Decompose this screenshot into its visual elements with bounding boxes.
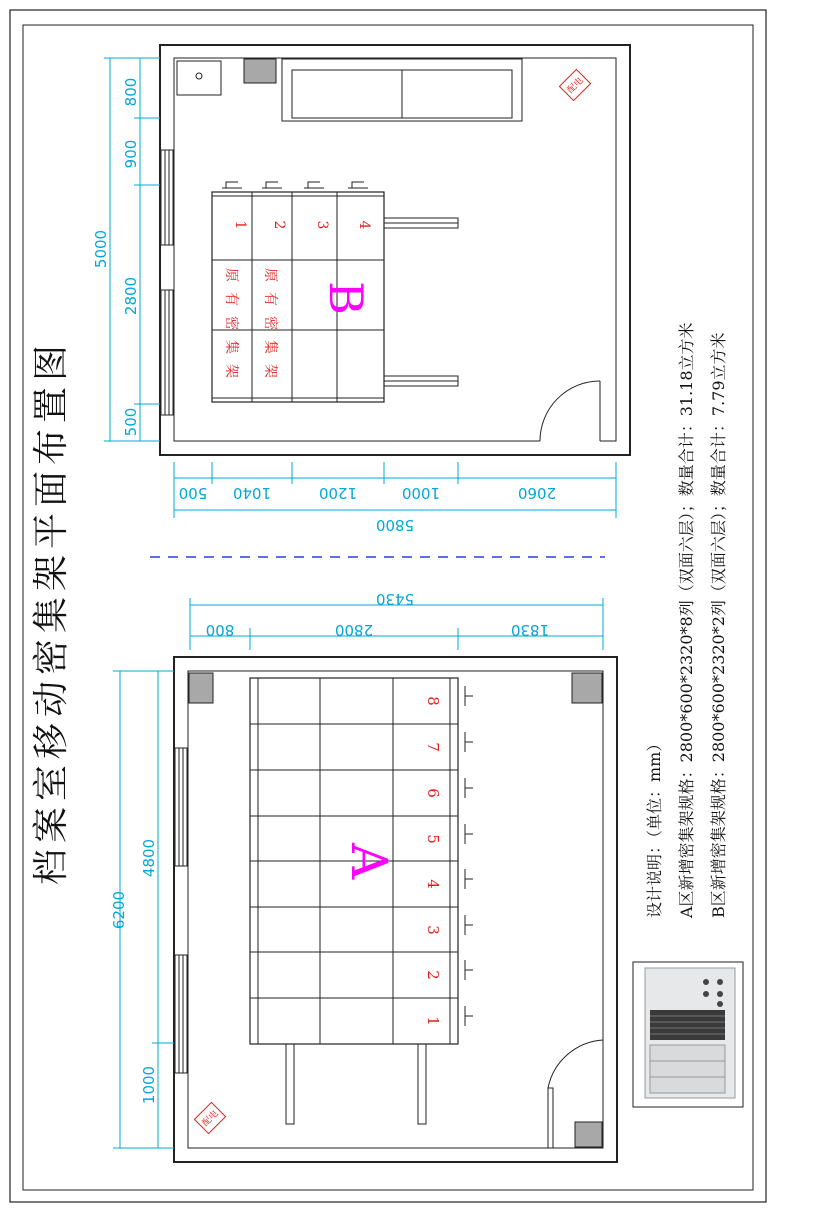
zone-a-col-1: 1 (424, 1016, 442, 1026)
zone-b-col-3: 3 (314, 220, 330, 230)
dim-b-bot-1200: 1200 (318, 484, 358, 502)
dim-b-800: 800 (122, 77, 140, 107)
dim-a-top-1830: 1830 (510, 621, 550, 639)
dim-b-500: 500 (122, 407, 140, 437)
notes-line-1: 设计说明：（单位：mm） (645, 735, 664, 918)
zone-b-existing-2: 原有密集架 (262, 268, 278, 388)
zone-b-col-2: 2 (271, 220, 287, 230)
stamp-a (194, 1102, 225, 1133)
zone-b-col-4: 4 (356, 220, 372, 230)
zone-a-room (174, 657, 617, 1162)
dim-a-total: 6200 (110, 890, 128, 930)
dim-a-4800: 4800 (140, 838, 158, 878)
dim-a-top-total: 5430 (375, 590, 415, 608)
dim-a-top-800: 800 (205, 621, 235, 639)
product-photo (633, 962, 743, 1107)
zone-b-col-1: 1 (232, 220, 248, 230)
svg-text:配电: 配电 (565, 75, 586, 96)
zone-a-col-7: 7 (424, 742, 442, 752)
sink-icon (177, 61, 221, 95)
zone-b-dims-left (104, 58, 160, 441)
zone-a-col-4: 4 (424, 879, 442, 889)
notes-line-3: B区新增密集架规格：2800*600*2320*2列（双面六层）；数量合计：7.79立方米 (709, 332, 728, 918)
page-title: 档案室移动密集架平面布置图 (31, 338, 72, 886)
dim-b-bot-500: 500 (178, 484, 208, 502)
zone-a-col-6: 6 (424, 788, 442, 798)
zone-a-col-2: 2 (424, 970, 442, 980)
dim-b-bot-1000: 1000 (401, 484, 441, 502)
dim-b-900: 900 (122, 139, 140, 169)
zone-b-label: B (319, 281, 373, 315)
notes-line-2: A区新增密集架规格：2800*600*2320*8列（双面六层）；数量合计：31.18立方米 (677, 322, 696, 918)
dim-a-top-2800: 2800 (334, 621, 374, 639)
zone-b-room (160, 45, 630, 455)
dim-b-total: 5000 (92, 229, 110, 269)
stamp-b (559, 69, 590, 100)
svg-text:配电: 配电 (200, 1108, 221, 1129)
zone-b-existing-1: 原有密集架 (223, 268, 239, 388)
dim-a-1000: 1000 (140, 1065, 158, 1105)
column-pillar (244, 59, 276, 83)
zone-a-col-3: 3 (424, 925, 442, 935)
zone-a-col-8: 8 (424, 696, 442, 706)
zone-a-col-5: 5 (424, 834, 442, 844)
dim-b-bot-2060: 2060 (517, 484, 557, 502)
dim-b-bot-total: 5800 (375, 516, 415, 534)
dim-b-bot-1040: 1040 (232, 484, 272, 502)
zone-a-label: A (340, 842, 398, 880)
dim-b-2800: 2800 (122, 276, 140, 316)
